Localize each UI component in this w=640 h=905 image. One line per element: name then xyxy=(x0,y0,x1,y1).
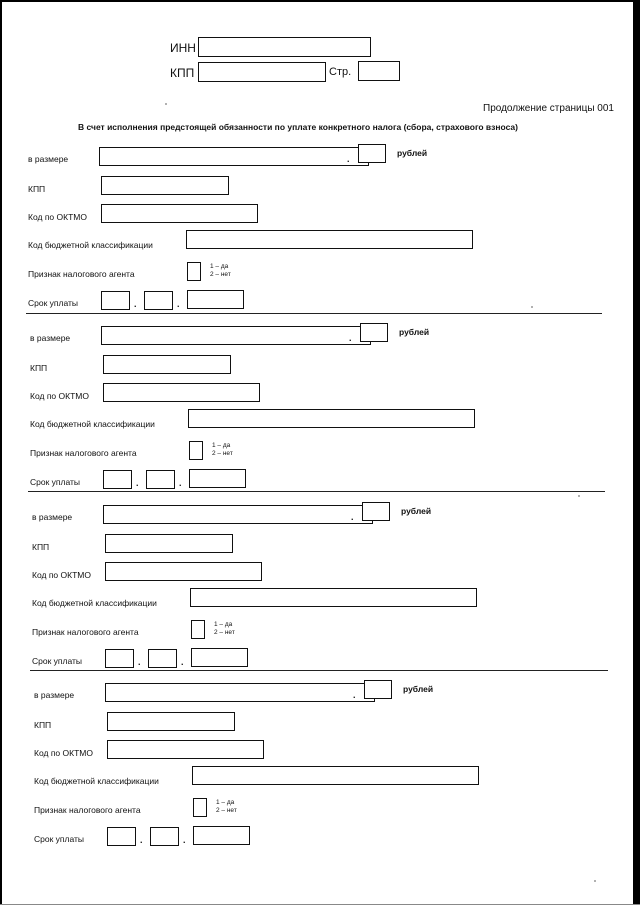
rubles-label: рублей xyxy=(401,506,432,516)
due-month-field[interactable] xyxy=(148,649,177,668)
scan-edge-right xyxy=(633,0,640,905)
kbk-field[interactable] xyxy=(188,409,475,428)
decimal-dot: . xyxy=(351,512,354,522)
kpp-label: КПП xyxy=(28,184,46,194)
amount-field[interactable] xyxy=(105,683,375,702)
kpp-input[interactable] xyxy=(106,538,232,555)
kbk-input[interactable] xyxy=(191,592,476,609)
due-day-input[interactable] xyxy=(108,831,135,848)
kbk-label: Код бюджетной классификации xyxy=(28,240,153,250)
oktmo-label: Код по ОКТМО xyxy=(34,748,93,758)
payment-block-4 xyxy=(32,680,632,852)
due-month-input[interactable] xyxy=(149,653,176,670)
kopecks-input[interactable] xyxy=(363,506,389,523)
payment-block-3 xyxy=(30,502,630,674)
due-year-input[interactable] xyxy=(194,830,249,847)
date-dot-2: . xyxy=(177,299,180,309)
amount-label: в размере xyxy=(28,154,69,164)
due-month-input[interactable] xyxy=(151,831,178,848)
oktmo-field[interactable] xyxy=(107,740,264,759)
block-separator xyxy=(30,670,608,671)
kpp-field[interactable] xyxy=(103,355,231,374)
due-day-input[interactable] xyxy=(102,295,129,312)
date-dot-2: . xyxy=(181,657,184,667)
kbk-input[interactable] xyxy=(189,413,474,430)
amount-label: в размере xyxy=(30,333,71,343)
due-month-field[interactable] xyxy=(144,291,173,310)
decimal-dot: . xyxy=(349,333,352,343)
due-date-label: Срок уплаты xyxy=(34,834,85,844)
due-year-input[interactable] xyxy=(188,294,243,311)
agent-label: Признак налогового агента xyxy=(30,448,137,458)
kopecks-field[interactable] xyxy=(360,323,388,342)
due-day-field[interactable] xyxy=(101,291,130,310)
agent-input[interactable] xyxy=(194,802,206,819)
block-separator xyxy=(26,313,602,314)
section-title: В счет исполнения предстоящей обязанности по уплате конкретного налога (сбора, страхового взноса) xyxy=(78,122,518,132)
payment-block-1 xyxy=(26,144,626,316)
amount-input[interactable] xyxy=(106,687,374,704)
agent-label: Признак налогового агента xyxy=(32,627,139,637)
date-dot-1: . xyxy=(140,835,143,845)
kpp-input[interactable] xyxy=(102,180,228,197)
kpp-field[interactable] xyxy=(107,712,235,731)
due-date-label: Срок уплаты xyxy=(30,477,81,487)
date-dot-1: . xyxy=(138,657,141,667)
page-number-field[interactable] xyxy=(358,61,400,81)
date-dot-2: . xyxy=(179,478,182,488)
agent-option-no: 2 – нет xyxy=(216,807,237,814)
due-month-input[interactable] xyxy=(145,295,172,312)
inn-field[interactable] xyxy=(198,37,371,57)
kpp-field[interactable] xyxy=(101,176,229,195)
kpp-header-label: КПП xyxy=(170,66,195,80)
agent-field[interactable] xyxy=(189,441,203,460)
due-date-label: Срок уплаты xyxy=(32,656,83,666)
kpp-field[interactable] xyxy=(105,534,233,553)
scan-edge-left xyxy=(0,0,2,905)
block-separator xyxy=(28,491,605,492)
amount-input[interactable] xyxy=(104,509,372,526)
oktmo-label: Код по ОКТМО xyxy=(32,570,91,580)
decimal-dot: . xyxy=(353,690,356,700)
agent-input[interactable] xyxy=(192,624,204,641)
due-year-field[interactable] xyxy=(191,648,248,667)
agent-option-yes: 1 – да xyxy=(216,799,235,806)
date-dot-2: . xyxy=(183,835,186,845)
kopecks-input[interactable] xyxy=(359,148,385,165)
kbk-field[interactable] xyxy=(186,230,473,249)
oktmo-label: Код по ОКТМО xyxy=(28,212,87,222)
date-dot-1: . xyxy=(134,299,137,309)
agent-option-yes: 1 – да xyxy=(214,621,233,628)
inn-label: ИНН xyxy=(170,41,196,55)
amount-label: в размере xyxy=(34,690,75,700)
kpp-header-input[interactable] xyxy=(199,66,325,84)
due-day-field[interactable] xyxy=(107,827,136,846)
due-month-field[interactable] xyxy=(150,827,179,846)
amount-field[interactable] xyxy=(101,326,371,345)
kbk-label: Код бюджетной классификации xyxy=(32,598,157,608)
agent-input[interactable] xyxy=(190,445,202,462)
kopecks-input[interactable] xyxy=(361,327,387,344)
oktmo-field[interactable] xyxy=(101,204,258,223)
kopecks-input[interactable] xyxy=(365,684,391,701)
due-day-input[interactable] xyxy=(106,653,133,670)
kbk-field[interactable] xyxy=(190,588,477,607)
payment-block-2 xyxy=(28,323,628,495)
kbk-field[interactable] xyxy=(192,766,479,785)
scan-speck xyxy=(578,495,580,497)
scan-speck xyxy=(531,306,533,308)
kpp-header-field[interactable] xyxy=(198,62,326,82)
scan-edge-top xyxy=(0,0,640,2)
oktmo-label: Код по ОКТМО xyxy=(30,391,89,401)
due-year-field[interactable] xyxy=(187,290,244,309)
amount-field[interactable] xyxy=(103,505,373,524)
agent-input[interactable] xyxy=(188,266,200,283)
due-year-input[interactable] xyxy=(190,473,245,490)
page-continuation-note: Продолжение страницы 001 xyxy=(483,103,614,114)
due-day-field[interactable] xyxy=(105,649,134,668)
kpp-label: КПП xyxy=(30,363,48,373)
scan-speck xyxy=(165,103,167,105)
agent-label: Признак налогового агента xyxy=(28,269,135,279)
due-month-input[interactable] xyxy=(147,474,174,491)
rubles-label: рублей xyxy=(403,684,434,694)
kbk-input[interactable] xyxy=(193,770,478,787)
kopecks-field[interactable] xyxy=(362,502,390,521)
rubles-label: рублей xyxy=(397,148,428,158)
amount-input[interactable] xyxy=(102,330,370,347)
agent-label: Признак налогового агента xyxy=(34,805,141,815)
kopecks-field[interactable] xyxy=(364,680,392,699)
oktmo-input[interactable] xyxy=(102,208,257,225)
page-number-input[interactable] xyxy=(359,65,399,83)
due-day-field[interactable] xyxy=(103,470,132,489)
kpp-input[interactable] xyxy=(104,359,230,376)
rubles-label: рублей xyxy=(399,327,430,337)
agent-field[interactable] xyxy=(193,798,207,817)
oktmo-input[interactable] xyxy=(106,566,261,583)
oktmo-field[interactable] xyxy=(103,383,260,402)
kbk-label: Код бюджетной классификации xyxy=(30,419,155,429)
due-day-input[interactable] xyxy=(104,474,131,491)
agent-field[interactable] xyxy=(191,620,205,639)
agent-option-no: 2 – нет xyxy=(212,450,233,457)
kopecks-field[interactable] xyxy=(358,144,386,163)
decimal-dot: . xyxy=(347,154,350,164)
kpp-label: КПП xyxy=(32,542,50,552)
due-month-field[interactable] xyxy=(146,470,175,489)
agent-option-no: 2 – нет xyxy=(210,271,231,278)
inn-input[interactable] xyxy=(199,41,370,59)
oktmo-field[interactable] xyxy=(105,562,262,581)
scan-speck xyxy=(594,880,596,882)
kpp-label: КПП xyxy=(34,720,52,730)
agent-option-yes: 1 – да xyxy=(212,442,231,449)
kbk-input[interactable] xyxy=(187,234,472,251)
kpp-input[interactable] xyxy=(108,716,234,733)
amount-label: в размере xyxy=(32,512,73,522)
oktmo-input[interactable] xyxy=(108,744,263,761)
due-year-field[interactable] xyxy=(193,826,250,845)
due-year-field[interactable] xyxy=(189,469,246,488)
agent-option-no: 2 – нет xyxy=(214,629,235,636)
agent-field[interactable] xyxy=(187,262,201,281)
due-year-input[interactable] xyxy=(192,652,247,669)
date-dot-1: . xyxy=(136,478,139,488)
amount-input[interactable] xyxy=(100,151,368,168)
oktmo-input[interactable] xyxy=(104,387,259,404)
kbk-label: Код бюджетной классификации xyxy=(34,776,159,786)
agent-option-yes: 1 – да xyxy=(210,263,229,270)
due-date-label: Срок уплаты xyxy=(28,298,79,308)
amount-field[interactable] xyxy=(99,147,369,166)
page-number-label: Стр. xyxy=(329,66,352,78)
